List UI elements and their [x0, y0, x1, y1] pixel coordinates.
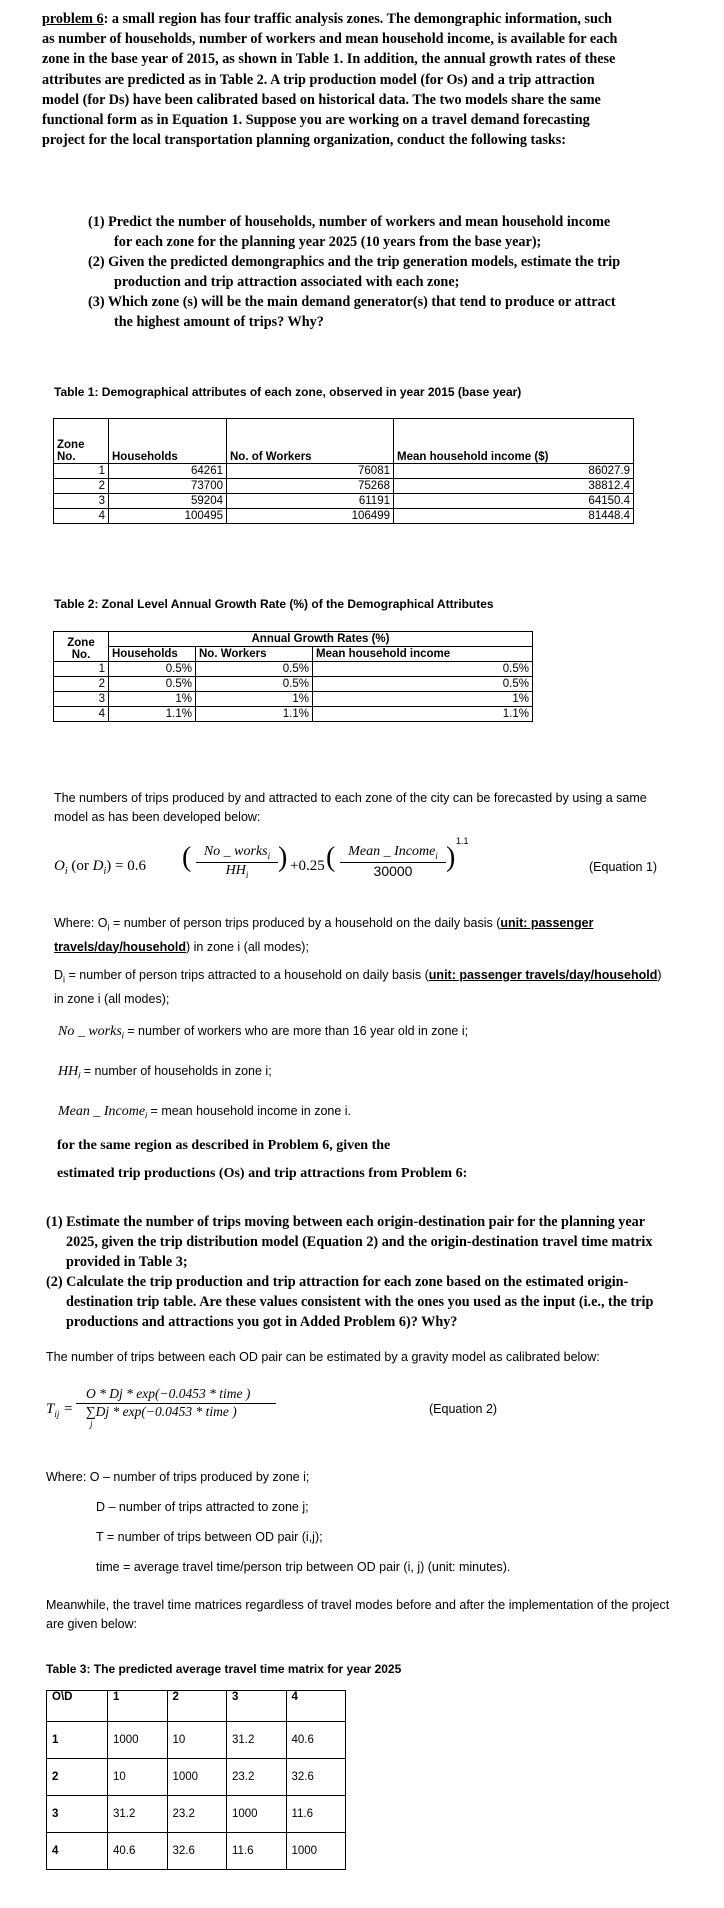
def-income-sym: Mean _ Income	[58, 1104, 146, 1119]
table1-households: 73700	[109, 479, 227, 494]
table3-row-header: 2	[47, 1759, 108, 1796]
table3-cell: 10	[108, 1759, 168, 1796]
table2-header-zone: Zone No.	[54, 632, 109, 662]
table2-workers: 1%	[196, 692, 313, 707]
table3-cell: 1000	[167, 1759, 227, 1796]
eq1-or: (or	[71, 858, 89, 874]
where2-tij: T = number of trips between OD pair (i,j);	[96, 1530, 323, 1544]
def-oi-prefix: Where: O	[54, 916, 108, 930]
def-noworks: No _ works$_i$ = number of workers who are more than 16 year old in zone i;	[58, 1024, 469, 1041]
eq1-den1: HH	[225, 862, 246, 878]
problem6-task-1: (1) Predict the number of households, number of workers and mean household income for each zone for the planning year 2025 (10 years from the base year);	[88, 214, 611, 250]
table1-header-households: Households	[109, 419, 227, 464]
added-intro	[57, 1132, 657, 1188]
def-income: Mean _ Income$_i$ = mean household income in zone i.	[58, 1104, 352, 1121]
table-row	[47, 1833, 346, 1870]
meanwhile-text: Meanwhile, the travel time matrices regardless of travel modes before and after the implementation of the project are given below:	[46, 1598, 670, 1631]
eq1-close: ) = 0.6	[106, 858, 146, 874]
equation-1: $O_i$ (or $D_i) = 0.6$ ( No _ works$_i$ $HH_i$ ) +0.25 ( Mean _ Income$_i$ 30000 ) 1.1 (Equation 1)	[54, 836, 658, 880]
def-di-prefix: D	[54, 968, 64, 982]
table-row	[54, 707, 533, 722]
problem6-intro	[42, 9, 622, 150]
where2-time: time = average travel time/person trip between OD pair (i, j) (unit: minutes).	[96, 1560, 511, 1574]
table2-income: 1%	[313, 692, 533, 707]
equation-2: $T_{ij}$ = O * Dj * exp(−0.0453 * time ) ∑Dj * exp(−0.0453 * time ) j (Equation 2)	[46, 1386, 498, 1429]
def-di-unit: unit: passenger travels/day/household	[428, 968, 658, 982]
table2	[53, 631, 533, 722]
problem6-intro-text: : a small region has four traffic analysis zones. The demongraphic information, such as number of households, number of workers and mean household income, is available for each zone in the base year of 2015, as shown in Table 1. In addition, the annual growth rates of these attributes are predicted as in Table 2. A trip production model (for Os) and a trip attraction model (for Ds) have been calibrated based on historical data. The two models share the same functional form as in Equation 1. Suppose you are working on a travel demand forecasting project for the local transportation planning organization, conduct the following tasks:	[42, 11, 618, 149]
table-row	[54, 494, 634, 509]
added-intro-line-1: for the same region as described in Problem 6, given the	[57, 1138, 391, 1153]
added-intro-line-2: estimated trip productions (Os) and trip attractions from Problem 6:	[57, 1166, 468, 1181]
table1-households: 64261	[109, 464, 227, 479]
eq1-sub-i: i	[64, 866, 68, 877]
def-oi-unit: unit: passenger travels/day/household	[54, 916, 594, 954]
table3-row-header: 1	[47, 1722, 108, 1759]
added-task-list	[46, 1212, 666, 1332]
table2-households: 1.1%	[109, 707, 196, 722]
table1-zone: 4	[54, 509, 109, 524]
table1-header-zone: Zone No.	[54, 419, 109, 464]
eq1-num2: Mean _ Income	[348, 844, 436, 859]
table3-cell: 31.2	[108, 1796, 168, 1833]
eq1-den2: 30000	[373, 862, 413, 879]
def-hh-sym: HH	[58, 1064, 79, 1079]
where2-oi: Where: O – number of trips produced by zone i;	[46, 1470, 310, 1484]
table-row	[47, 1759, 346, 1796]
where2-dj: D – number of trips attracted to zone j;	[96, 1500, 309, 1514]
table3-cell: 32.6	[286, 1759, 346, 1796]
table1-zone: 2	[54, 479, 109, 494]
table-row	[54, 692, 533, 707]
table-row	[54, 677, 533, 692]
table1-workers: 106499	[227, 509, 394, 524]
table2-zone: 2	[54, 677, 109, 692]
def-hh-text: = number of households in zone i;	[80, 1064, 272, 1078]
def-di-suffix: ) in zone i (all modes);	[54, 968, 662, 1006]
eq2-lhs: T	[46, 1401, 55, 1417]
table1-zone: 1	[54, 464, 109, 479]
def-income-text: = mean household income in zone i.	[147, 1104, 352, 1118]
table1-caption: Table 1: Demographical attributes of each zone, observed in year 2015 (base year)	[54, 385, 522, 399]
def-oi-text: = number of person trips produced by a household on the daily basis (	[109, 916, 501, 930]
table3-cell: 1000	[286, 1833, 346, 1870]
def-di: $D_i$ = number of person trips attracted to a household on daily basis (unit: passenger travels/day/household) in zone i (all modes);	[54, 968, 662, 1006]
table-row	[54, 662, 533, 677]
table2-households: 0.5%	[109, 662, 196, 677]
added-task-1: (1) Estimate the number of trips moving between each origin-destination pair for the planning year 2025, given the trip distribution model (Equation 2) and the origin-destination travel time matrix provided in Table 3;	[46, 1214, 653, 1270]
table1-workers: 76081	[227, 464, 394, 479]
table1-zone: 3	[54, 494, 109, 509]
table3-corner: O\D	[47, 1691, 108, 1722]
table3-cell: 31.2	[227, 1722, 287, 1759]
table1-income: 64150.4	[394, 494, 634, 509]
table1-header-income: Mean household income ($)	[394, 419, 634, 464]
table-row	[54, 509, 634, 524]
eq1-o: O	[54, 858, 65, 874]
table2-header-workers: No. Workers	[196, 647, 313, 662]
def-di-text: = number of person trips attracted to a household on daily basis (	[65, 968, 429, 982]
eq2-sub: ij	[54, 1409, 60, 1419]
eq2-label: (Equation 2)	[429, 1402, 498, 1416]
table-row	[47, 1796, 346, 1833]
eq1-label: (Equation 1)	[589, 860, 658, 874]
eq2-denominator: ∑Dj * exp(−0.0453 * time )	[86, 1404, 237, 1419]
gravity-text: The number of trips between each OD pair can be estimated by a gravity model as calibrated below:	[46, 1350, 600, 1364]
table1-workers: 61191	[227, 494, 394, 509]
table2-header-households: Households	[109, 647, 196, 662]
table-row	[54, 479, 634, 494]
table2-income: 1.1%	[313, 707, 533, 722]
problem6-task-3: (3) Which zone (s) will be the main demand generator(s) that tend to produce or attract the highest amount of trips? Why?	[88, 294, 616, 330]
table3-caption: Table 3: The predicted average travel time matrix for year 2025	[46, 1662, 402, 1676]
table2-households: 1%	[109, 692, 196, 707]
def-hh: $HH_i$ = number of households in zone i;	[58, 1064, 272, 1081]
table3-cell: 40.6	[286, 1722, 346, 1759]
eq2-numerator: O * Dj * exp(−0.0453 * time )	[76, 1386, 276, 1404]
table2-income: 0.5%	[313, 677, 533, 692]
table1-income: 38812.4	[394, 479, 634, 494]
table3-col: 3	[227, 1691, 287, 1722]
problem6-task-list	[88, 212, 628, 332]
problem6-task-2: (2) Given the predicted demongraphics and the trip generation models, estimate the trip production and trip attraction associated with each zone;	[88, 254, 621, 290]
problem6-label: problem 6	[42, 11, 104, 27]
table3	[46, 1690, 346, 1870]
table3-col: 1	[108, 1691, 168, 1722]
table2-households: 0.5%	[109, 677, 196, 692]
table3-cell: 1000	[227, 1796, 287, 1833]
table2-header-income: Mean household income	[313, 647, 533, 662]
def-oi: Where: $O_i$ = number of person trips produced by a household on the daily basis (unit: passenger travels/day/household) in zone i (all modes);	[54, 916, 594, 954]
table3-cell: 1000	[108, 1722, 168, 1759]
eq1-plus: +0.25	[290, 858, 325, 874]
table1-households: 59204	[109, 494, 227, 509]
table3-cell: 10	[167, 1722, 227, 1759]
table2-zone: 4	[54, 707, 109, 722]
table3-cell: 23.2	[227, 1759, 287, 1796]
def-noworks-text: = number of workers who are more than 16 year old in zone i;	[123, 1024, 469, 1038]
table1-workers: 75268	[227, 479, 394, 494]
table1-income: 86027.9	[394, 464, 634, 479]
table3-cell: 23.2	[167, 1796, 227, 1833]
def-oi-suffix: ) in zone i (all modes);	[185, 939, 309, 954]
table3-col: 2	[167, 1691, 227, 1722]
table2-workers: 0.5%	[196, 662, 313, 677]
table3-cell: 11.6	[286, 1796, 346, 1833]
table-row	[54, 464, 634, 479]
table-row	[47, 1722, 346, 1759]
table2-group-header: Annual Growth Rates (%)	[109, 632, 533, 647]
eq1-exponent: 1.1	[456, 836, 469, 846]
table3-cell: 40.6	[108, 1833, 168, 1870]
table1-income: 81448.4	[394, 509, 634, 524]
table2-workers: 1.1%	[196, 707, 313, 722]
eq2-sum-index: j	[90, 1419, 93, 1429]
table2-workers: 0.5%	[196, 677, 313, 692]
table1	[53, 418, 634, 524]
def-noworks-sym: No _ works	[58, 1024, 122, 1039]
table3-row-header: 3	[47, 1796, 108, 1833]
table3-cell: 11.6	[227, 1833, 287, 1870]
table2-zone: 3	[54, 692, 109, 707]
table1-header-workers: No. of Workers	[227, 419, 394, 464]
model-text: The numbers of trips produced by and attracted to each zone of the city can be forecasted by using a same model as has been developed below:	[54, 791, 647, 824]
added-task-2: (2) Calculate the trip production and trip attraction for each zone based on the estimated origin-destination trip table. Are these values consistent with the ones you used as the input (i.e., the trip productions and attractions you got in Added Problem 6)? Why?	[46, 1274, 654, 1330]
table3-row-header: 4	[47, 1833, 108, 1870]
table2-zone: 1	[54, 662, 109, 677]
table2-income: 0.5%	[313, 662, 533, 677]
table3-col: 4	[286, 1691, 346, 1722]
eq1-num1: No _ works	[203, 844, 268, 859]
eq1-d: D	[92, 858, 104, 874]
table3-cell: 32.6	[167, 1833, 227, 1870]
table2-caption: Table 2: Zonal Level Annual Growth Rate (%) of the Demographical Attributes	[54, 597, 494, 611]
table1-households: 100495	[109, 509, 227, 524]
